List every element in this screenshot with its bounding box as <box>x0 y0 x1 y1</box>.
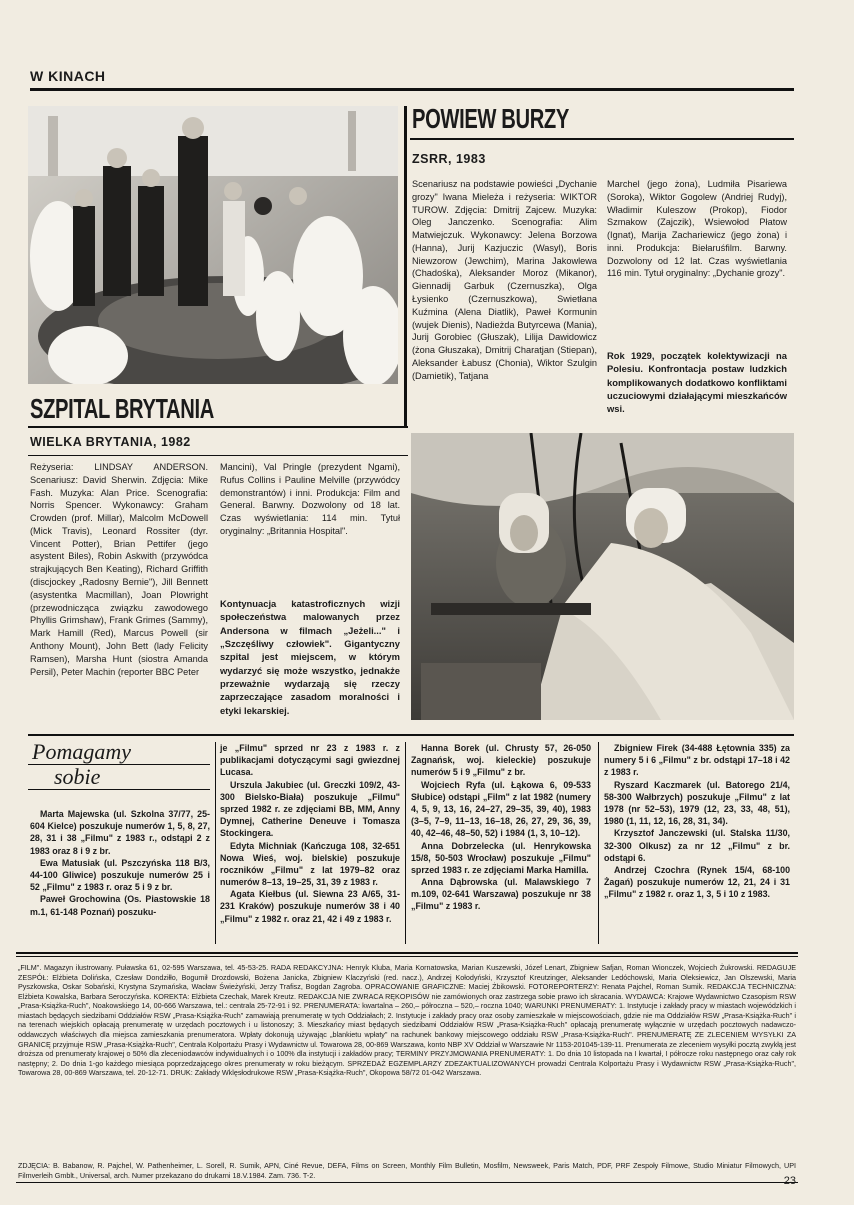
szpital-body-col1: Reżyseria: LINDSAY ANDERSON. Scenariusz: David Sherwin. Zdjęcia: Mike Fash. Muzyka: Alan Price. Scenografia: Norris Spencer. Wykonawcy: Graham Crowden (prof. Millar), Malcolm McDowell (Mick Travis), Leonard Rossiter (dyr. Vincent Potter), Brian Pettifer (jego asystent Biles), Robin Askwith (przywódca strajkujących Ben Keating), Richard Griffith (discjockey „Radosny Bernie"), Jill Bennett (asystentka Macmillan), Joan Plowright (przewodnicząca związku zawodowego Phyllis Grimshaw), Frank Grimes (Sammy), Mark Hamill (Red), Marcus Powell (sir Anthony Mount), John Bett (lady Felicity Ramsen), Marsha Hunt (siostra Amanda Persil), Peter Machin (reporter BBC Peter <box>30 462 208 677</box>
pomagamy-col2 <box>220 742 400 925</box>
notice-item: Urszula Jakubiec (ul. Greczki 109/2, 43-300 Bielsko-Biała) poszukuje „Filmu" sprzed 1982 r. ze zdjęciami BB, MM, Anny Dymnej, Catherine Deneuve i Tomasza Stockingera. <box>220 779 400 839</box>
notice-item: Wojciech Ryfa (ul. Łąkowa 6, 09-533 Słubice) odstąpi „Film" z lat 1982 (numery 4, 5, 9, 13, 16, 24–27, 29–35, 39, 40), 1983 (3–5, 7–9, 11–13, 16–18, 26, 27, 29, 36, 39, 40, 42–46, 48–50, 52) i 1984 (1, 3, 10–12). <box>411 779 591 839</box>
burza-body-col2: Marchel (jego żona), Ludmiła Pisariewa (Soroka), Wiktor Gogolew (Andriej Rudyj), Władimir Kuleszow (Prokop), Fiodor Szmakow (Zajczik), Wsiewołod Płatow (Ignat), Marija Zachariewicz (jego żona) i inni. Produkcja: Biełaruśfilm. Barwny. Dozwolony od 12 lat. Czas wyświetlania 116 min. Tytuł oryginalny: „Dychanie grozy". <box>607 179 787 279</box>
section-label: W KINACH <box>30 68 106 84</box>
header-rule <box>30 88 794 91</box>
notice-item: Paweł Grochowina (Os. Piastowskie 18 m.1, 61-148 Poznań) poszuku- <box>30 894 210 917</box>
pomagamy-top-rule <box>28 734 794 736</box>
notice-item: Hanna Borek (ul. Chrusty 57, 26-050 Zagnańsk, woj. kieleckie) poszukuje numerów 5 i 9 „Filmu" z br. <box>411 743 591 778</box>
burza-title: POWIEW BURZY <box>412 103 569 134</box>
pomagamy-divider-3 <box>598 742 599 944</box>
notice-item: Andrzej Czochra (Rynek 15/4, 68-100 Żagań) poszukuje numerów 12, 21, 24 i 31 „Filmu" z 1982 r. oraz 1, 3, 5 i 10 z 1983. <box>604 864 790 900</box>
pomagamy-col3 <box>411 742 591 913</box>
pomagamy-divider-2 <box>405 742 406 944</box>
photo-hospital-image <box>28 106 398 384</box>
pomagamy-divider-1 <box>215 742 216 944</box>
notice-item: Marta Majewska (ul. Szkolna 37/77, 25-604 Kielce) poszukuje numerów 1, 5, 8, 27, 28, 31 i 38 „Filmu" z 1983 r., odstąpi 2 z 1983 oraz 8 i 9 z br. <box>30 809 210 856</box>
notice-item: Zbigniew Firek (34-488 Łętownia 335) za numery 5 i 6 „Filmu" z br. odstąpi 17–18 i 42 z 1983 r. <box>604 743 790 778</box>
footer-credits: ZDJĘCIA: B. Babanow, R. Pajchel, W. Pathenheimer, L. Sorell, R. Sumik, APN, Ciné Revue, DEFA, Films on Screen, Monthly Film Bulletin, Mosfilm, Newsweek, Paris Match, PDF, PRF Zespoły Filmowe, Studio Miniatur Filmowych, UPI Filmverleih Gmblt., Universal, arch. Numer przekazano do drukarni 18.V.1984. Zam. 736. T-2. <box>18 1161 796 1180</box>
page-number: 23 <box>783 1175 796 1187</box>
szpital-title-rule <box>28 426 408 428</box>
notice-item: Agata Kiełbus (ul. Siewna 23 A/65, 31-231 Kraków) poszukuje numerów 38 i 40 „Filmu" z 1982 r. oraz 21, 42 i 49 z 1983 r. <box>220 889 400 924</box>
notice-item: Ryszard Kaczmarek (ul. Batorego 21/4, 58-300 Wałbrzych) poszukuje „Filmu" z lat 1978 (nr 52–53), 1979 (12, 23, 33, 48, 51), 1980 (1, 11, 12, 16, 28, 31, 34). <box>604 779 790 827</box>
notice-item: Anna Dąbrowska (ul. Malawskiego 7 m.109, 02-641 Warszawa) poszukuje nr 38 „Filmu" z 1983 r. <box>411 877 591 912</box>
notice-item: Anna Dobrzelecka (ul. Henrykowska 15/8, 50-503 Wrocław) poszukuje „Filmu" sprzed 1983 r. ze zdjęciami Marka Hamilla. <box>411 840 591 875</box>
burza-body-col1: Scenariusz na podstawie powieści „Dychanie grozy" Iwana Mieleża i reżyseria: WIKTOR TUROW. Zdjęcia: Dmitrij Zajcew. Muzyka: Oleg Janczenko. Scenografia: Alim Matwiejczuk. Wykonawcy: Jelena Borzowa (Hanna), Jurij Kazjuczic (Wasyl), Boris Niewzorow (Jewchim), Marina Jakowlewa (Chadośka), Aleksander Moroz (Mikanor), Giennadij Garbuk (Czernuszka), Olga Łysienko (Czernuszkowa), Swietłana Kuźmina (Alena Diatlik), Paweł Kormunin (wujek Dienis), Nadieżda Butyrcewa (Mania), Jurij Gorobiec (Głuszak), Lilija Dawidowicz (żona Głuszaka), Dmitrij Charatjan (Stiepan), Aleksander Łabusz (Chonia), Wiktor Szulgin (Damietik), Tatjana <box>412 179 597 381</box>
footer-masthead: „FILM". Magazyn ilustrowany. Puławska 61, 02-595 Warszawa, tel. 45-53-25. RADA REDAKCYJNA: Henryk Kluba, Maria Kornatowska, Marian Kuszewski, Józef Lenart, Zbigniew Safjan, Roman Wionczek, Wojciech Żukrowski. REDAGUJE ZESPÓŁ: Elżbieta Dolińska, Czesław Dondziłło, Bogumił Drozdowski, Bożena Janicka, Zbigniew Klaczyński (red. nacz.), Andrzej Kołodyński, Krzysztof Kreutzinger, Aleksander Ledóchowski, Maria Oleksiewicz, Jan Olszewski, Maria Pyszkowska, Oskar Sobański, Krystyna Szymańska, Wacław Świeżyński, Jerzy Trafisz, Bogdan Zagroba. OPRACOWANIE GRAFICZNE: Maciej Żbikowski. FOTOREPORTERZY: Renata Pajchel, Roman Sumik. REDAKCJA TECHNICZNA: Elżbieta Kowalska, Barbara Seroczyńska. KOREKTA: Elżbieta Czechak, Marek Kreutz. REDAKCJA NIE ZWRACA RĘKOPISÓW nie zamówionych oraz zastrzega sobie prawo ich skracania. WYDAWCA: Krajowe Wydawnictwo Czasopism RSW „Prasa-Książka-Ruch", Noakowskiego 14, 00-666 Warszawa, tel.: centrala 25-72-91 i 92. PRENUMERATA: kwartalna – 260,– półroczna – 520,– roczna 1040; WARUNKI PRENUMERATY: 1. Instytucje i zakłady pracy w miastach wojewódzkich i miastach będących siedzibami Oddziałów RSW „Prasa-Książka-Ruch" zamawiają prenumeratę w tych Oddziałach; 2. Instytucje i zakłady pracy oraz osoby zamieszkałe w miejscowościach, gdzie nie ma Oddziałów RSW „Prasa-Książka-Ruch" i na terenach wiejskich opłacają prenumeratę w urzędach pocztowych i u listonoszy; 3. Mieszkańcy miast będących siedzibami Oddziałów RSW „Prasa-Książka-Ruch" opłacają prenumeratę wyłącznie w urzędach pocztowych nadawczo-oddawczych właściwych dla miejsca zamieszkania prenumeratora. Wpłaty dokonują używając „blankietu wpłaty" na rachunek bankowy miejscowego oddziału RSW „Prasa-Książka-Ruch". PRENUMERATĘ ZE ZLECENIEM WYSYŁKI ZA GRANICĘ przyjmuje RSW „Prasa-Książka-Ruch", Centrala Kolportażu Prasy i Wydawnictw ul. Towarowa 28, 00-869 Warszawa, konto NBP XV Oddział w Warszawie Nr 1153-201045-139-11. Prenumerata ze zleceniem wysyłki pocztą zwykłą jest droższa od prenumeraty krajowej o 50% dla zleceniodawców indywidualnych i o 100% dla instytucji i zakładów pracy; TERMINY PRZYJMOWANIA PRENUMERATY: 1. Do dnia 10 listopada na I kwartał, I półrocze roku następnego oraz cały rok następny; 2. Do dnia 1-go każdego miesiąca poprzedzającego okres prenumeraty w roku bieżącym. SPRZEDAŻ EGZEMPLARZY ZDEZAKTUALIZOWANYCH prowadzi Centrala Kolportażu Prasy i Wydawnictw RSW „Prasa-Książka-Ruch", Towarowa 28, 00-869 Warszawa, tel. 20-12-71. DRUK: Zakłady Wklęsłodrukowe RSW „Prasa-Książka-Ruch", Okopowa 58/72 01-042 Warszawa. <box>18 963 796 1078</box>
photo-village-scene <box>411 433 794 720</box>
burza-left-rule <box>404 106 407 426</box>
szpital-lead: Kontynuacja katastroficznych wizji społeczeństwa malowanych przez Andersona w filmach „Jeżeli..." i „Szczęśliwy człowiek". Gigantyczny szpital jest miejscem, w którym wydarzyć się może wszystko, jednakże przeważnie wydarzają się rzeczy zaprzeczające zasadom moralności i etyki lekarskiej. <box>220 598 400 716</box>
szpital-origin-rule <box>28 455 408 456</box>
burza-title-rule <box>410 138 794 140</box>
photo-hospital-scene <box>28 106 398 384</box>
photo-village-image <box>411 433 794 720</box>
pomagamy-title-line2: sobie <box>28 765 210 790</box>
pomagamy-col4 <box>604 742 790 900</box>
szpital-body-col2: Mancini), Val Pringle (prezydent Ngami), Rufus Collins i Pauline Melville (przywódcy demonstrantów) i inni. Produkcja: Film and General. Barwny. Dozwolony od 18 lat. Czas wyświetlania: 114 min. Tytuł oryginalny: „Britannia Hospital". <box>220 462 400 536</box>
footer-bottom-rule <box>16 1182 798 1183</box>
notice-item: Ewa Matusiak (ul. Pszczyńska 118 B/3, 44-100 Gliwice) poszukuje numerów 25 i 52 „Filmu" z 1983 r. oraz 5 i 9 z br. <box>30 857 210 893</box>
pomagamy-col1 <box>30 808 210 918</box>
footer-top-rule-2 <box>16 956 798 957</box>
notice-item: Krzysztof Janczewski (ul. Stalska 11/30, 32-300 Olkusz) za nr 12 „Filmu" z br. odstąpi 6. <box>604 828 790 863</box>
pomagamy-title-box <box>28 740 210 790</box>
szpital-origin: WIELKA BRYTANIA, 1982 <box>30 435 191 449</box>
pomagamy-title-line1: Pomagamy <box>28 740 210 765</box>
notice-item: Edyta Michniak (Kańczuga 108, 32-651 Nowa Wieś, woj. bielskie) poszukuje roczników „Filmu" z lat 1979–82 oraz numerów 8–13, 19–25, 31, 39 z 1983 r. <box>220 840 400 888</box>
notice-item: je „Filmu" sprzed nr 23 z 1983 r. z publikacjami dotyczącymi sagi gwiezdnej Lucasa. <box>220 743 400 778</box>
szpital-title: SZPITAL BRYTANIA <box>30 393 214 424</box>
burza-origin: ZSRR, 1983 <box>412 152 486 166</box>
burza-lead: Rok 1929, początek kolektywizacji na Polesiu. Konfrontacja postaw ludzkich komplikowanych dodatkowo konfliktami uczuciowymi działającymi mieszkańców wsi. <box>607 350 787 415</box>
footer-top-rule <box>16 952 798 954</box>
